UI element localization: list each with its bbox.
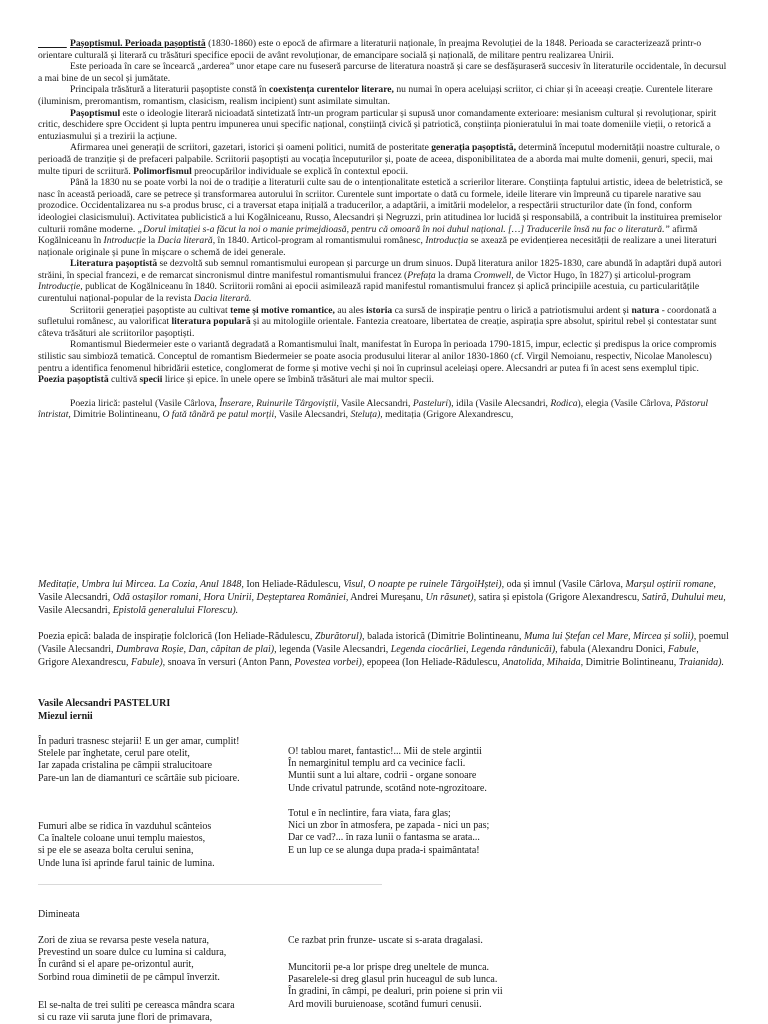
paragraph-lirica — [38, 398, 732, 421]
text-run: epopeea (Ion Heliade-Rădulescu, — [364, 657, 503, 668]
italic-run: Introducție — [103, 235, 146, 247]
italic-run: Prefața — [407, 269, 436, 281]
bold-run: Poezia pașoptistă — [38, 374, 109, 386]
text-run: Principala trăsătură a literaturii pașoptiste constă în — [70, 84, 270, 96]
italic-run: Steluța), — [350, 409, 383, 421]
poem1-stanza-4 — [288, 808, 618, 857]
text-run: de Victor Hugo, în 1827) și articolul-program — [513, 269, 691, 281]
verse-line: Unde crivatul patrunde, scotând note-ngrozitoare. — [288, 782, 487, 794]
paragraph-8 — [38, 305, 732, 340]
text-run: Dimitrie Bolintineanu, — [583, 657, 679, 668]
verse-line: Ard movili buruienoase, scotând fumuri cenusii. — [288, 998, 482, 1010]
verse-line: El se-nalta de trei suliti pe cereasca mândra scara — [38, 1000, 235, 1011]
intro-text — [38, 38, 732, 421]
italic-run: Legenda ciocârliei, Legenda rândunicăi), — [390, 644, 558, 655]
paragraph-2: Este perioada în care se încearcă „arderea” unor etape care nu fuseseră parcurse de literatura noastră și care se desfășuraseră succesiv în literaturile occidentale, în decursul a mai bine de un secol și jumătate. — [38, 61, 727, 84]
text-run: determină începutul modernității noastre culturale, o perioadă de tranziție și de prefaceri palpabile. Scriitorii pașoptiști au vocația începuturilor și, poate de aceea, disponibilitatea de a aborda mai multe domenii, genuri, specii, mai multe tipuri de scriitură. — [38, 142, 720, 177]
text-run: Vasile Alecsandri, — [38, 605, 113, 616]
text-run: - coordonată a sufletului românesc, au valorificat — [38, 304, 717, 328]
text-run: au ales — [334, 304, 367, 316]
paragraph-10 — [38, 374, 732, 386]
italic-run: Introducția — [425, 235, 469, 247]
text-run: snoava în versuri (Anton Pann, — [165, 657, 295, 668]
text-run: poemul (Vasile Alecsandri, — [38, 631, 729, 655]
verse-line: Ca înaltele coloane unui templu maiestos, — [38, 833, 206, 845]
italic-run: Introducție, — [38, 281, 83, 293]
text-run: ), elegia (Vasile Cârlova, — [577, 397, 676, 409]
verse-line: si cu raze vii saruta june flori de primavara, — [38, 1012, 213, 1024]
verse-line: În nemarginitul templu ard ca vecinice facli. — [288, 758, 466, 770]
text-run: Poezia epică: balada de inspirație folclorică (Ion Heliade-Rădulescu, — [38, 631, 315, 642]
verse-line: Stelele par înghetate, cerul pare otelit, — [38, 748, 190, 760]
paragraph-1-text: (1830-1860) este o epocă de afirmare a literaturii naționale, în preajma Revoluției de la 1848. Perioada se caracterizează printr-o orientare culturală și literară cu trăsături specifice epocii de avânt revoluționar, de emancipare socială și națională, de militare pentru realizarea Unirii. — [38, 38, 702, 61]
text-run: afirmă Kogălniceanu în — [38, 223, 698, 247]
text-run: lirice și epice. în unele opere se îmbină trăsături ale mai multor specii. — [162, 374, 434, 386]
text-run: în 1840. Articol-program al romantismului românesc, — [215, 235, 426, 247]
verse-line: Nici un zbor în atmosfera, pe zapada - nici un pas; — [288, 820, 490, 832]
bold-run: generația pașoptistă, — [431, 142, 516, 154]
verse-line: În paduri trasnesc stejarii! E un ger amar, cumplit! — [38, 736, 240, 747]
verse-line: Iar zapada cristalina pe câmpii stralucitoare — [38, 760, 213, 772]
continued-text — [38, 578, 732, 669]
italic-run: Un răsunet), — [425, 592, 477, 603]
paragraph-1 — [38, 38, 732, 61]
italic-run: Fabule), — [131, 657, 166, 668]
section-divider — [38, 884, 382, 885]
verse-line: Sorbind roua diminetii de pe câmpul înverzit. — [38, 971, 220, 983]
paragraph-lirica-continued — [38, 578, 732, 617]
text-run: preocupărilor individuale se explică în contextul epocii. — [191, 165, 409, 177]
verse-line: Dar ce vad?... în raza lunii o fantasma se arata... — [288, 832, 480, 844]
bold-run: literatura populară — [171, 316, 251, 328]
text-run: este o ideologie literară nicioadată sintetizată într-un program particular și supusă unor comandamente exterioare: mesianism cultural și revoluționar, spirit critic, deschidere spre Occident și lupta pentru impunerea unui specific național, conștiință civică și patriotică, conștiința pionieratului în mai toate domeniile vieții, o retorică a entuziasmului și a trezirii la acțiune. — [38, 107, 717, 142]
italic-run: Rodica — [550, 397, 578, 409]
italic-run: Păstorul întristat, — [38, 397, 709, 421]
text-run: balada istorică (Dimitrie Bolintineanu, — [364, 631, 524, 642]
verse-line: Ce razbat prin frunze- uscate si s-arata dragalasi. — [288, 935, 483, 946]
text-run: Grigore Alexandrescu, — [38, 657, 132, 668]
paragraph-4 — [38, 108, 732, 143]
poem1-stanza-2 — [38, 821, 288, 870]
italic-run: Satiră, Duhului meu, — [641, 592, 726, 603]
text-run: fabula (Alexandru Donici, — [557, 644, 668, 655]
paragraph-3 — [38, 84, 732, 107]
text-run: și au mitologiile orientale. Fantezia creatoare, libertatea de creație, aspirația spre absolut, spiritul rebel și contestatar sunt câteva trăsături ale scriitorilor pașoptiști. — [38, 316, 717, 339]
verse-line: Prevestind un soare dulce cu lumina si caldura, — [38, 947, 227, 959]
italic-run: Epistolă generalului Florescu). — [112, 605, 239, 616]
text-run: cultivă — [108, 374, 140, 386]
bold-run: natura — [631, 304, 660, 316]
text-run: Andrei Mureșanu, — [348, 592, 426, 603]
quote-run: „Dorul imitației s-a făcut la noi o manie primejdioasă, pentru că omoară în noi duhul național. […] Traducerile însă nu fac o literatură.” — [137, 223, 670, 235]
poem1-stanza-1 — [38, 736, 288, 785]
indent-underline — [38, 38, 70, 50]
poem1-stanza-3 — [288, 746, 618, 795]
verse-line: Pasarelele-si dreg glasul prin huceagul de sub lunca. — [288, 974, 498, 986]
italic-run: Dacia literară, — [157, 235, 216, 247]
poem-author-title: Vasile Alecsandri PASTELURI — [38, 698, 171, 709]
verse-line: Muncitorii pe-a lor prispe dreg uneltele de munca. — [288, 962, 490, 973]
text-run: Până la 1830 nu se poate vorbi la noi de o tradiție a literaturii culte sau de o intenționalitate estetică a scrierilor literare. Conștiința faptului artistic, ideea de beletristică, se nasc în această perioadă, care se petrece și transformarea autorului în scriitor. Curentele sunt importate o dată cu formele, ideile literare vin împreună cu tiparele narative sau prozodice. Occidentalizarea nu s-a produs brusc, ci a traversat etapa inițială a traducerilor, a adaptării, a imitării modelelor, a respectării structurilor date (în fond, conform ideologiei clasicismului). Activitatea publicistică a lui Kogălniceanu, Russo, Alecsandri și Negruzzi, prin atitudinea lor lucidă și responsabilă, a contribuit la instituirea premiselor culturii române moderne. — [38, 177, 723, 235]
poem-title: Miezul iernii — [38, 711, 93, 722]
text-run: nu numai în opera acelui̦ași scriitor, ci chiar și în aceeași creație. Curentele literare (iluminism, preromantism, romantism, clasicism, realism incipient) sunt asimilate simultan. — [38, 84, 713, 107]
text-run: Afirmarea unei generații de scriitori, gazetari, istorici și oameni politici, numită de posteritate — [70, 142, 432, 154]
italic-run: Anatolida, Mihaida, — [502, 657, 584, 668]
text-run: se axează pe evidențierea necesității de realizare a unei literaturi naționale originale și pune în mișcare o schemă de idei generale. — [38, 235, 717, 258]
verse-line: E un lup ce se alunga dupa prada-i spaimântata! — [288, 844, 480, 856]
verse-line: Zori de ziua se revarsa peste vesela natura, — [38, 935, 210, 946]
paragraph-9: Romantismul Biedermeier este o variantă degradată a Romantismului înalt, manifestat în Europa în perioada 1790-1815, impur, eclectic și predispus la orice compromis stilistic sau simbioză tematică. Conceptul de romantism Biedermeier se poate asocia produsului literar al anilor 1830-1860 (cf. Virgil Nemoianu, respectiv, Nicolae Manolescu) pentru a identifica fenomenul hibridării estetice, conglomerat de forme și motive vechi și noi în cuprinsul aceleiași opere. Alecsandri ar putea fi în acest sens exemplul tipic. — [38, 339, 717, 374]
italic-run: Povestea vorbei), — [294, 657, 365, 668]
text-run: Vasile Alecsandri, — [338, 397, 413, 409]
italic-run: Dacia literară. — [193, 293, 252, 305]
italic-run: Cromwell, — [473, 269, 514, 281]
poem2-title: Dimineata — [38, 909, 80, 920]
italic-run: Visul, O noapte pe ruinele TârgoiHștei), — [343, 579, 505, 590]
verse-line: Fumuri albe se ridica în vazduhul scânteios — [38, 821, 212, 832]
verse-line: O! tablou maret, fantastic!... Mii de stele argintii — [288, 746, 482, 757]
italic-run: Marșul oștirii romane, — [625, 579, 716, 590]
verse-line: În gradini, în câmpi, pe dealuri, prin poiene si prin vii — [288, 986, 503, 998]
paragraph-epica — [38, 630, 732, 669]
text-run: legenda (Vasile Alecsandri, — [276, 644, 391, 655]
text-run: satira și epistola (Grigore Alexandrescu, — [476, 592, 642, 603]
text-run: publicat de Kogălniceanu în 1840. Scriitorii români ai epocii asimilează rapid manifestul romantismului francez și aplică principiile acestuia, cu particularitățile curentului național-popular de la revista — [38, 281, 700, 305]
italic-run: Zburătorul), — [314, 631, 365, 642]
bold-run: Pașoptismul — [70, 107, 121, 119]
bold-run: Polimorfismul — [133, 165, 192, 177]
text-run: Scriitorii generației pașoptiste au cultivat — [70, 304, 231, 316]
paragraph-6 — [38, 177, 732, 258]
text-run: Poezia lirică: pastelul (Vasile Cârlova, — [70, 397, 220, 409]
italic-run: Muma lui Ștefan cel Mare, Mircea și solii), — [523, 631, 697, 642]
poem2-stanza-4 — [288, 962, 618, 1011]
text-run: meditația (Grigore Alexandrescu, — [382, 409, 514, 421]
verse-line: Muntii sunt a lui altare, codrii - organe sonoare — [288, 770, 477, 782]
text-run: Dimitrie Bolintineanu, — [70, 409, 163, 421]
verse-line: Totul e în neclintire, fara viata, fara glas; — [288, 808, 451, 819]
italic-run: Odă ostașilor romani, Hora Unirii, Deșteptarea României, — [112, 592, 349, 603]
poem2-stanza-1 — [38, 935, 298, 984]
verse-line: Pare-un lan de diamanturi ce scârtâie sub picioare. — [38, 772, 240, 784]
text-run: Vasile Alecsandri, — [276, 409, 351, 421]
verse-line: În curând si el apare pe-orizontul aurit, — [38, 959, 194, 971]
text-run: Ion Heliade-Rădulescu, — [243, 579, 344, 590]
italic-run: Meditație, Umbra lui Mircea. La Cozia, Anul 1848, — [38, 579, 244, 590]
poem2-stanza-2 — [38, 1000, 298, 1024]
verse-line: si pe ele se aseaza bolta cerului senina, — [38, 845, 194, 857]
text-run: la — [145, 235, 158, 247]
italic-run: Dumbrava Roșie, Dan, căpitan de plai), — [116, 644, 277, 655]
text-run: se dezvoltă sub semnul romantismului european și parcurge un drum sinuos. După literatura anilor 1825-1830, care abundă în adaptări după autori străini, în special francezi, e de remarcat sincronismul dintre manifestul romantismului francez ( — [38, 258, 722, 281]
paragraph-7 — [38, 258, 732, 304]
bold-run: coexistența curentelor literare, — [269, 84, 394, 96]
text-run: ), idila (Vasile Alecsandri, — [448, 397, 551, 409]
italic-run: Înserare, Ruinurile Târgoviștii, — [219, 397, 339, 409]
italic-run: Fabule, — [667, 644, 699, 655]
bold-run: teme și motive romantice, — [230, 304, 335, 316]
poem2-stanza-3 — [288, 935, 618, 947]
text-run: Vasile Alecsandri, — [38, 592, 113, 603]
bold-run: istoria — [366, 304, 393, 316]
text-run: oda și imnul (Vasile Cârlova, — [504, 579, 626, 590]
italic-run: Traianida). — [678, 657, 725, 668]
text-run: la drama — [435, 269, 474, 281]
bold-run: specii — [139, 374, 163, 386]
verse-line: Unde luna îsi aprinde farul tainic de lumina. — [38, 857, 215, 869]
bold-run: Literatura pașoptistă — [70, 258, 158, 270]
section-title: Pașoptismul. Perioada pașoptistă — [70, 38, 206, 49]
italic-run: O fată tânără pe patul morții, — [162, 409, 277, 421]
text-run: ca sursă de inspirație pentru o lirică a patriotismului ardent și — [392, 304, 632, 316]
italic-run: Pasteluri — [412, 397, 449, 409]
paragraph-5 — [38, 142, 732, 177]
